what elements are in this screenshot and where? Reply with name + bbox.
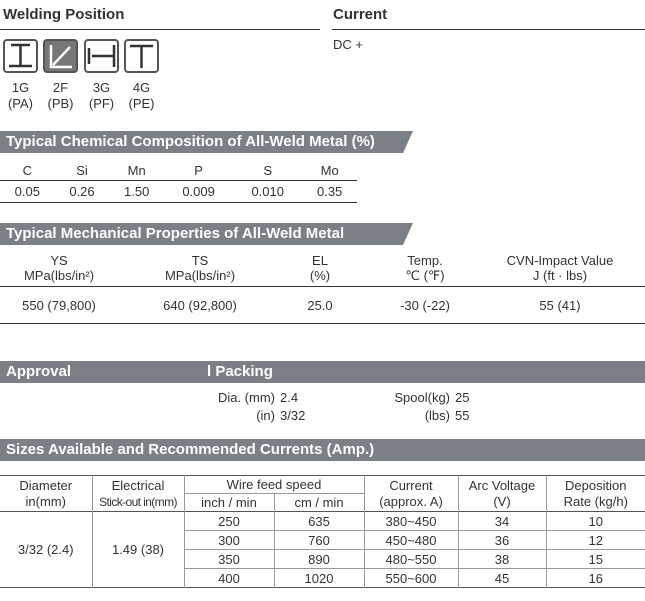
header-line: (approx. A): [379, 493, 443, 509]
position-3g: [84, 80, 119, 112]
header-line: MPa(lbs/in²): [23, 268, 95, 283]
divider: [0, 323, 645, 324]
spool-lbs-value: 55: [455, 408, 470, 423]
deposition-cell: 16: [588, 570, 603, 586]
wfs-cm-cell: 890: [274, 550, 364, 569]
header-line: (V): [493, 493, 511, 509]
wfs-cm-cell: 1020: [274, 569, 364, 588]
mech-value-ys: 550 (79,800): [22, 298, 96, 313]
chem-value: 0.05: [14, 183, 40, 199]
dia-in-label: (in): [256, 408, 275, 423]
wfs-cm-header: cm / min: [274, 494, 364, 512]
header-line: Diameter: [19, 477, 73, 493]
arc-cell: 36: [458, 531, 546, 550]
packing-heading: l Packing: [207, 363, 273, 380]
diameter-cell: 3/32 (2.4): [0, 512, 92, 588]
current-cell: 450~480: [364, 531, 458, 550]
chem-value: 0.009: [182, 183, 215, 199]
diameter-header: [0, 476, 92, 512]
header-line: MPa(lbs/in²): [164, 268, 236, 283]
wfs-header: Wire feed speed: [184, 476, 364, 494]
wfs-inch-cell: 250: [184, 512, 274, 531]
current-header: [364, 476, 458, 512]
arc-header: [458, 476, 546, 512]
deposition-cell: 12: [588, 532, 603, 548]
wfs-cm-cell: 760: [274, 531, 364, 550]
position-alt: (PF): [88, 96, 115, 111]
header-line: in(mm): [25, 493, 66, 509]
divider: [0, 286, 645, 287]
header-line: Electrical: [111, 477, 165, 493]
chem-header: C: [22, 162, 33, 178]
header-line: Stick-out in(mm): [99, 494, 177, 509]
flat-position-icon: [3, 39, 38, 73]
current-cell: 380~450: [364, 512, 458, 531]
chem-header: Mn: [127, 162, 146, 178]
position-code: 3G: [92, 80, 111, 95]
header-line: J (ft · lbs): [532, 268, 588, 283]
divider: [332, 29, 645, 30]
position-code: 2F: [52, 80, 69, 95]
sizes-heading: Sizes Available and Recommended Currents (Amp.): [6, 441, 375, 458]
position-code: 1G: [11, 80, 30, 95]
mechanical-table: [0, 253, 645, 323]
mech-header-temp: [385, 253, 465, 283]
approval-heading: Approval: [6, 363, 72, 380]
chem-header: Si: [76, 162, 88, 178]
position-4g: [124, 80, 159, 112]
mech-header-el: [285, 253, 355, 283]
deposition-cell: 15: [588, 551, 603, 567]
stickout-header: [92, 476, 184, 512]
section-bar: [0, 361, 645, 383]
stickout-cell: 1.49 (38): [92, 512, 184, 588]
header-line: TS: [191, 253, 209, 268]
chemical-heading: Typical Chemical Composition of All-Weld Metal (%): [6, 133, 375, 150]
chemical-table: [0, 161, 357, 203]
current-cell: 480~550: [364, 550, 458, 569]
position-alt: (PE): [128, 96, 155, 111]
vertical-position-icon: [84, 39, 119, 73]
mech-value-el: 25.0: [307, 298, 333, 313]
welding-position-heading: Welding Position: [3, 6, 125, 23]
position-alt: (PA): [7, 96, 34, 111]
arc-cell: 38: [458, 550, 546, 569]
dia-in-value: 3/32: [280, 408, 306, 423]
mech-value-temp: -30 (-22): [400, 298, 450, 313]
dia-mm-label: Dia. (mm): [217, 390, 275, 405]
chem-value: 1.50: [124, 183, 150, 199]
position-alt: (PB): [47, 96, 74, 111]
header-line: (%): [309, 268, 331, 283]
spool-lbs-label: (lbs): [424, 408, 450, 423]
mech-header-cvn: [480, 253, 640, 283]
chem-header: Mo: [320, 162, 339, 178]
chem-header: S: [263, 162, 273, 178]
mech-header-ys: [0, 253, 118, 283]
header-line: Deposition: [565, 477, 627, 493]
position-code: 4G: [132, 80, 151, 95]
spool-kg-label: Spool(kg): [394, 390, 450, 405]
current-heading: Current: [333, 6, 388, 23]
sizes-table: [0, 475, 645, 588]
mechanical-heading: Typical Mechanical Properties of All-Weld Metal: [6, 225, 345, 242]
header-line: YS: [50, 253, 68, 268]
arc-cell: 45: [458, 569, 546, 588]
chem-value: 0.010: [251, 183, 284, 199]
wfs-inch-cell: 350: [184, 550, 274, 569]
wfs-inch-header: inch / min: [184, 494, 274, 512]
overhead-position-icon: [124, 39, 159, 73]
header-line: Rate (kg/h): [563, 493, 628, 509]
header-line: Temp.: [407, 253, 443, 268]
position-1g: [3, 80, 38, 112]
spool-kg-value: 25: [455, 390, 470, 405]
deposition-cell: 10: [588, 513, 603, 529]
wfs-inch-cell: 300: [184, 531, 274, 550]
header-line: ℃ (℉): [405, 268, 445, 283]
horizontal-fillet-position-icon: [43, 39, 78, 73]
chem-value: 0.35: [316, 183, 343, 199]
current-cell: 550~600: [364, 569, 458, 588]
header-line: Arc Voltage: [468, 477, 536, 493]
mech-header-ts: [140, 253, 260, 283]
header-line: EL: [312, 253, 328, 268]
arc-cell: 34: [458, 512, 546, 531]
header-line: Current: [389, 477, 433, 493]
chem-value: 0.26: [69, 183, 95, 199]
wfs-inch-cell: 400: [184, 569, 274, 588]
wfs-cm-cell: 635: [274, 512, 364, 531]
mech-value-ts: 640 (92,800): [163, 298, 237, 313]
header-line: CVN-Impact Value: [506, 253, 614, 268]
chem-header: P: [194, 162, 203, 178]
position-2f: [43, 80, 78, 112]
divider: [0, 29, 320, 30]
deposition-header: [546, 476, 645, 512]
mech-value-cvn: 55 (41): [539, 298, 581, 313]
dia-mm-value: 2.4: [280, 390, 299, 405]
current-value: DC +: [333, 37, 363, 52]
